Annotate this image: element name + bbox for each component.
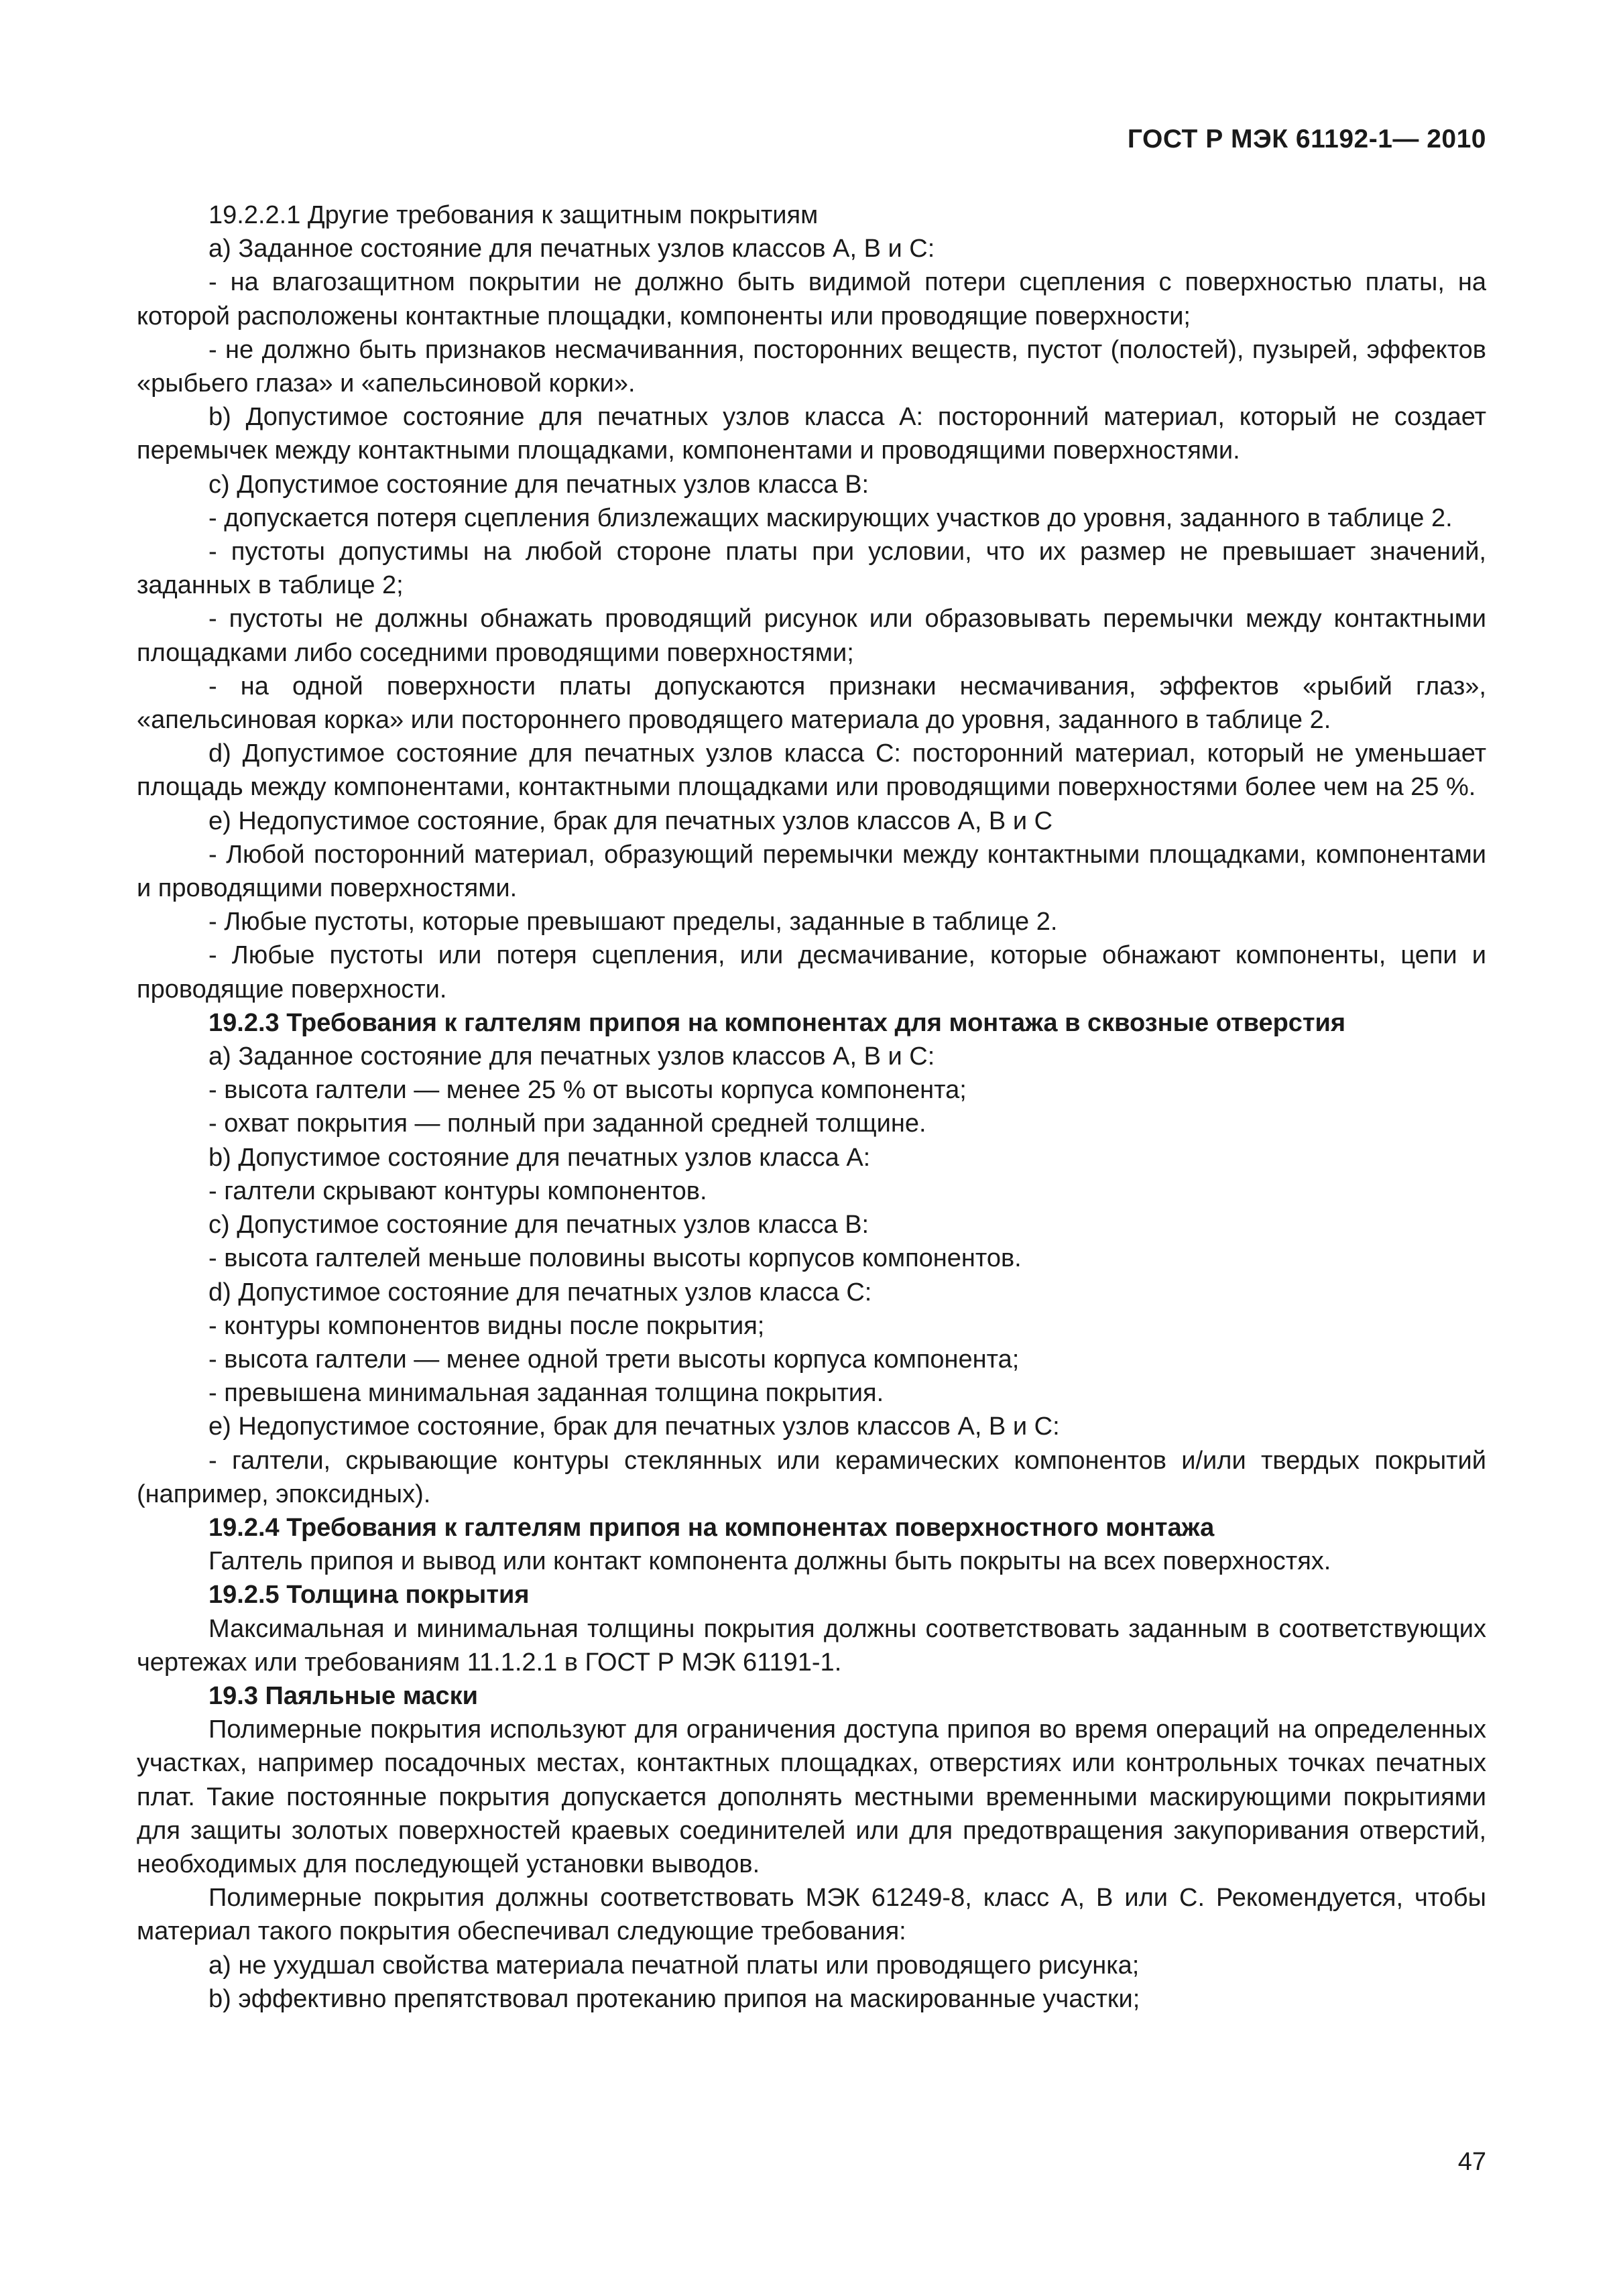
section-heading: 19.2.3 Требования к галтелям припоя на компонентах для монтажа в сквозные отверстия: [208, 1008, 1346, 1037]
paragraph: а) Заданное состояние для печатных узлов классов А, В и С:: [208, 235, 935, 263]
paragraph: - контуры компонентов видны после покрытия;: [208, 1311, 765, 1340]
paragraph: - высота галтели — менее 25 % от высоты корпуса компонента;: [208, 1076, 967, 1105]
paragraph: Максимальная и минимальная толщины покрытия должны соответствовать заданным в соответствующих чертежах или требованиям 11.1.2.1 в ГОСТ Р МЭК 61191-1.: [137, 1614, 1486, 1677]
paragraph: - допускается потеря сцепления близлежащих маскирующих участков до уровня, заданного в таблице 2.: [208, 503, 1453, 532]
paragraph: - высота галтелей меньше половины высоты корпусов компонентов.: [208, 1244, 1022, 1273]
section-heading: 19.3 Паяльные маски: [208, 1681, 478, 1710]
paragraph: - пустоты допустимы на любой стороне платы при условии, что их размер не превышает значений, заданных в таблице 2;: [137, 538, 1486, 600]
section-heading: 19.2.4 Требования к галтелям припоя на компонентах поверхностного монтажа: [208, 1513, 1215, 1542]
paragraph: е) Недопустимое состояние, брак для печатных узлов классов А, В и С:: [208, 1412, 1060, 1441]
paragraph: 19.2.2.1 Другие требования к защитным покрытиям: [208, 201, 819, 229]
paragraph: d) Допустимое состояние для печатных узлов класса С:: [208, 1278, 872, 1307]
paragraph: b) Допустимое состояние для печатных узлов класса А:: [208, 1143, 871, 1172]
section-heading: 19.2.5 Толщина покрытия: [208, 1581, 530, 1610]
paragraph: а) Заданное состояние для печатных узлов классов А, В и С:: [208, 1042, 935, 1071]
paragraph: с) Допустимое состояние для печатных узлов класса В:: [208, 1211, 869, 1240]
paragraph: - высота галтели — менее одной трети высоты корпуса компонента;: [208, 1345, 1020, 1374]
paragraph: е) Недопустимое состояние, брак для печатных узлов классов А, В и С: [208, 806, 1053, 835]
paragraph: Полимерные покрытия используют для ограничения доступа припоя во время операций на определенных участках, например посадочных местах, контактных площадках, отверстиях или контрольных точках печатных плат. Такие постоянные покрытия допускается дополнять местными временными маскирующими покрытиями для защиты золотых поверхностей краевых соединителей или для предотвращения закупоривания отверстий, необходимых для последующей установки выводов.: [137, 1715, 1486, 1878]
paragraph: - Любой посторонний материал, образующий перемычки между контактными площадками, компонентами и проводящими поверхностями.: [137, 840, 1486, 903]
paragraph: Полимерные покрытия должны соответствовать МЭК 61249-8, класс А, В или С. Рекомендуется, чтобы материал такого покрытия обеспечивал следующие требования:: [137, 1884, 1486, 1946]
paragraph: b) Допустимое состояние для печатных узлов класса А: посторонний материал, который не создает перемычек между контактными площадками, компонентами и проводящими поверхностями.: [137, 403, 1486, 465]
page-body: [137, 198, 1486, 2016]
document-header: ГОСТ Р МЭК 61192-1— 2010: [1127, 125, 1486, 154]
paragraph: - охват покрытия — полный при заданной средней толщине.: [208, 1109, 926, 1138]
paragraph: с) Допустимое состояние для печатных узлов класса В:: [208, 470, 869, 499]
paragraph: - не должно быть признаков несмачиванния, посторонних веществ, пустот (полостей), пузырей, эффектов «рыбьего глаза» и «апельсиновой корки».: [137, 335, 1486, 398]
paragraph: - на одной поверхности платы допускаются признаки несмачивания, эффектов «рыбий глаз», «апельсиновая корка» или постороннего проводящего материала до уровня, заданного в таблице 2.: [137, 672, 1486, 735]
paragraph: - галтели, скрывающие контуры стеклянных или керамических компонентов и/или твердых покрытий (например, эпоксидных).: [137, 1446, 1486, 1508]
paragraph: b) эффективно препятствовал протеканию припоя на маскированные участки;: [208, 1984, 1140, 2013]
page-number: 47: [1457, 2148, 1486, 2176]
paragraph: - пустоты не должны обнажать проводящий рисунок или образовывать перемычки между контактными площадками либо соседними проводящими поверхностями;: [137, 605, 1486, 667]
paragraph: - Любые пустоты, которые превышают пределы, заданные в таблице 2.: [208, 908, 1058, 936]
paragraph: а) не ухудшал свойства материала печатной платы или проводящего рисунка;: [208, 1951, 1140, 1980]
paragraph: d) Допустимое состояние для печатных узлов класса С: посторонний материал, который не уменьшает площадь между компонентами, контактными площадками или проводящими поверхностями более чем на 25 %.: [137, 739, 1486, 802]
paragraph: - Любые пустоты или потеря сцепления, или десмачивание, которые обнажают компоненты, цепи и проводящие поверхности.: [137, 941, 1486, 1004]
paragraph: Галтель припоя и вывод или контакт компонента должны быть покрыты на всех поверхностях.: [208, 1547, 1331, 1576]
paragraph: - на влагозащитном покрытии не должно быть видимой потери сцепления с поверхностью платы, на которой расположены контактные площадки, компоненты или проводящие поверхности;: [137, 268, 1486, 330]
paragraph: - превышена минимальная заданная толщина покрытия.: [208, 1379, 884, 1408]
paragraph: - галтели скрывают контуры компонентов.: [208, 1176, 707, 1205]
